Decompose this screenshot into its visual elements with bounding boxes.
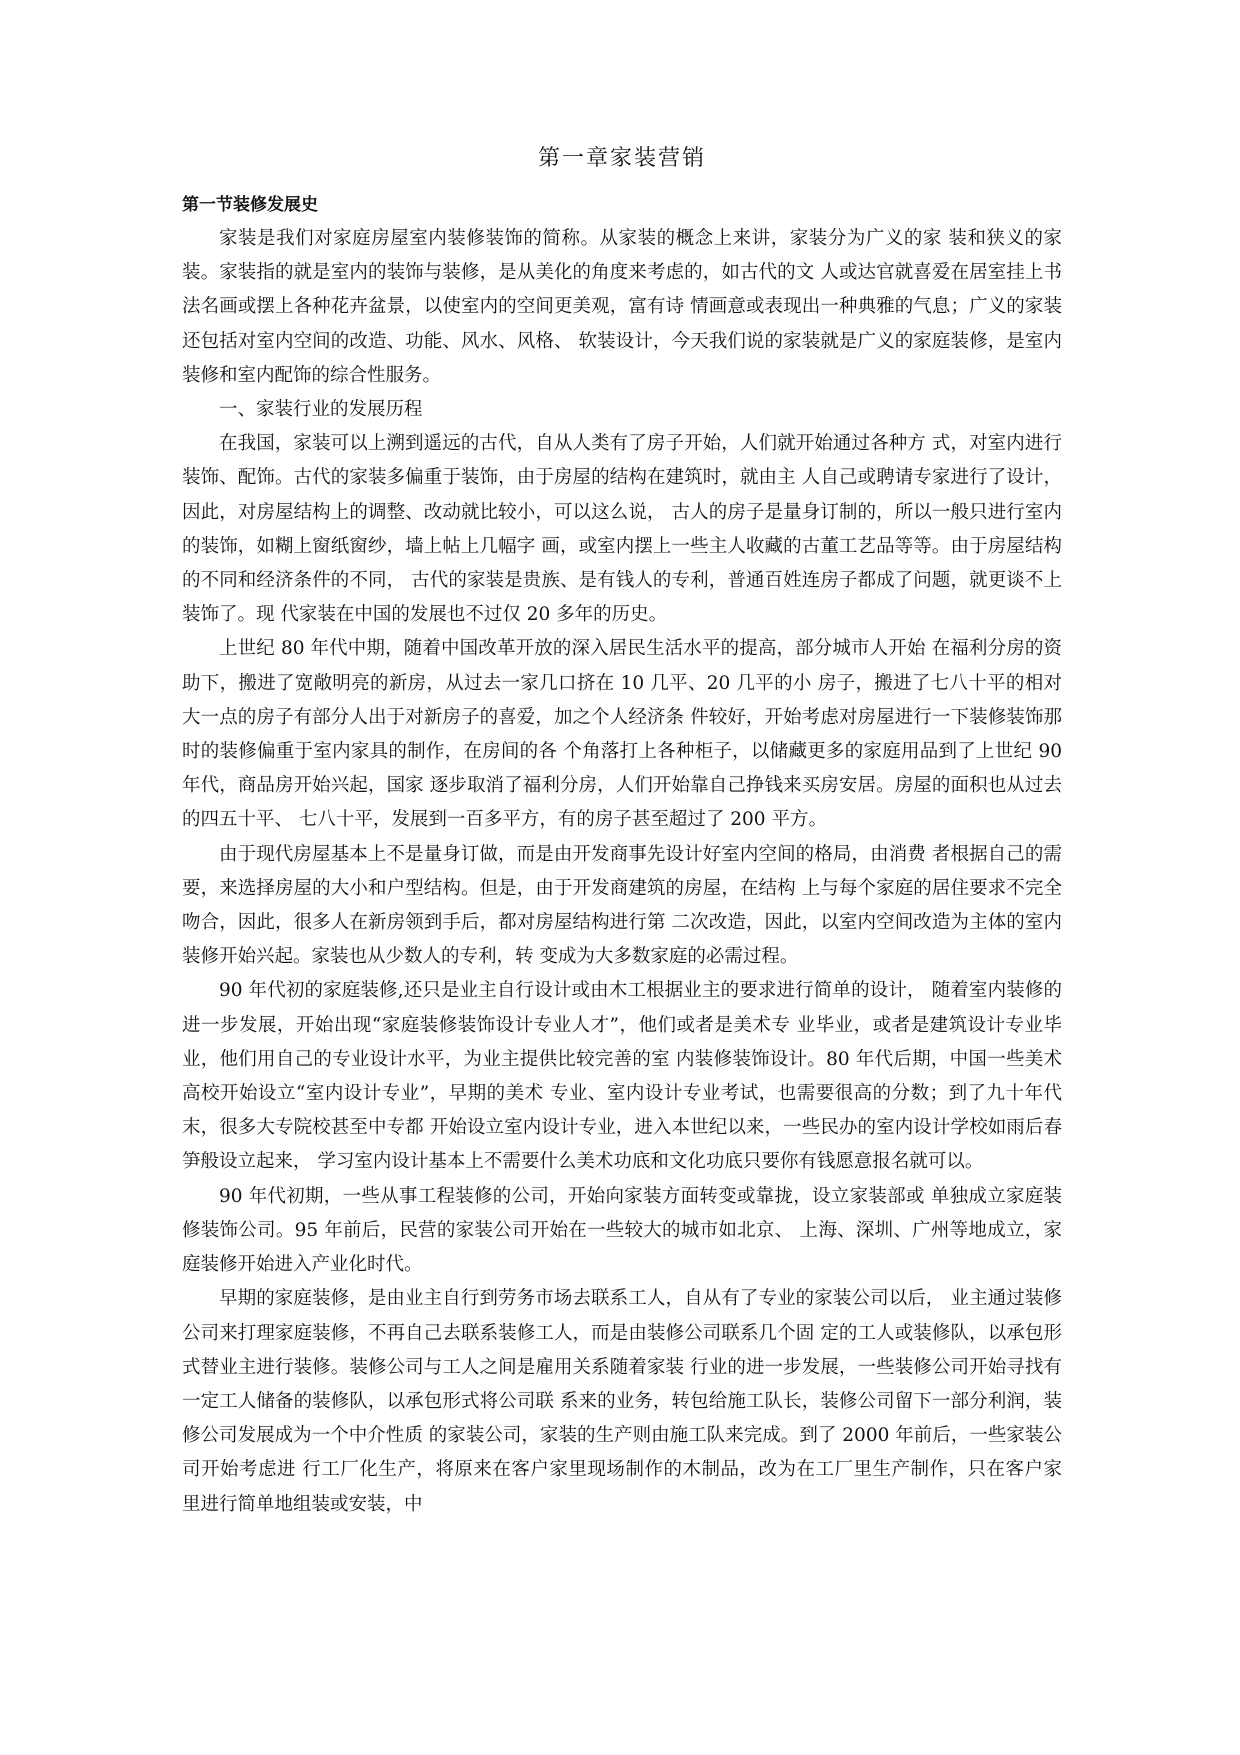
paragraph: 90 年代初的家庭装修,还只是业主自行设计或由木工根据业主的要求进行简单的设计， 随着室内装修的进一步发展，开始出现“家庭装修装饰设计专业人才”，他们或者是美术专 业毕业，或者是建筑设计专业毕业，他们用自己的专业设计水平，为业主提供比较完善的室 内装修装饰设计。80 年代后期，中国一些美术高校开始设立“室内设计专业”，早期的美术 专业、室内设计专业考试，也需要很高的分数；到了九十年代末，很多大专院校甚至中专都 开始设立室内设计专业，进入本世纪以来，一些民办的室内设计学校如雨后春笋般设立起来， 学习室内设计基本上不需要什么美术功底和文化功底只要你有钱愿意报名就可以。 bbox=[182, 980, 1062, 1173]
paragraph: 在我国，家装可以上溯到遥远的古代，自从人类有了房子开始，人们就开始通过各种方 式，对室内进行装饰、配饰。古代的家装多偏重于装饰，由于房屋的结构在建筑时，就由主 人自己或聘请专家进行了设计，因此，对房屋结构上的调整、改动就比较小，可以这么说， 古人的房子是量身订制的，所以一般只进行室内的装饰，如糊上窗纸窗纱，墙上帖上几幅字 画，或室内摆上一些主人收藏的古董工艺品等等。由于房屋结构的不同和经济条件的不同， 古代的家装是贵族、是有钱人的专利，普通百姓连房子都成了问题，就更谈不上装饰了。现 代家装在中国的发展也不过仅 20 多年的历史。 bbox=[182, 433, 1062, 626]
chapter-title: 第一章家装营销 bbox=[537, 146, 706, 171]
paragraph: 早期的家庭装修，是由业主自行到劳务市场去联系工人，自从有了专业的家装公司以后， 业主通过装修公司来打理家庭装修，不再自己去联系装修工人，而是由装修公司联系几个固 定的工人或装修队，以承包形式替业主进行装修。装修公司与工人之间是雇用关系随着家装 行业的进一步发展，一些装修公司开始寻找有一定工人储备的装修队，以承包形式将公司联 系来的业务，转包给施工队长，装修公司留下一部分利润，装修公司发展成为一个中介性质 的家装公司，家装的生产则由施工队来完成。到了 2000 年前后，一些家装公司开始考虑进 行工厂化生产，将原来在客户家里现场制作的木制品，改为在工厂里生产制作，只在客户家 里进行简单地组装或安装，中 bbox=[182, 1288, 1062, 1515]
paragraph: 家装是我们对家庭房屋室内装修装饰的简称。从家装的概念上来讲，家装分为广义的家 装和狭义的家装。家装指的就是室内的装饰与装修，是从美化的角度来考虑的，如古代的文 人或达官就喜爱在居室挂上书法名画或摆上各种花卉盆景，以使室内的空间更美观，富有诗 情画意或表现出一种典雅的气息；广义的家装还包括对室内空间的改造、功能、风水、风格、 软装设计，今天我们说的家装就是广义的家庭装修，是室内装修和室内配饰的综合性服务。 bbox=[182, 228, 1062, 386]
paragraph: 上世纪 80 年代中期，随着中国改革开放的深入居民生活水平的提高，部分城市人开始 在福利分房的资助下，搬进了宽敞明亮的新房，从过去一家几口挤在 10 几平、20 几平的小 房子，搬进了七八十平的相对大一点的房子有部分人出于对新房子的喜爱，加之个人经济条 件较好，开始考虑对房屋进行一下装修装饰那时的装修偏重于室内家具的制作，在房间的各 个角落打上各种柜子，以储藏更多的家庭用品到了上世纪 90 年代，商品房开始兴起，国家 逐步取消了福利分房，人们开始靠自己挣钱来买房安居。房屋的面积也从过去的四五十平、 七八十平，发展到一百多平方，有的房子甚至超过了 200 平方。 bbox=[182, 638, 1062, 831]
document-page bbox=[182, 142, 1062, 1522]
subsection-heading: 一、家装行业的发展历程 bbox=[219, 399, 423, 421]
section-heading: 第一节装修发展史 bbox=[182, 195, 318, 215]
paragraph: 由于现代房屋基本上不是量身订做，而是由开发商事先设计好室内空间的格局，由消费 者根据自己的需要，来选择房屋的大小和户型结构。但是，由于开发商建筑的房屋，在结构 上与每个家庭的居住要求不完全吻合，因此，很多人在新房领到手后，都对房屋结构进行第 二次改造，因此，以室内空间改造为主体的室内装修开始兴起。家装也从少数人的专利，转 变成为大多数家庭的必需过程。 bbox=[182, 843, 1062, 968]
paragraph: 90 年代初期，一些从事工程装修的公司，开始向家装方面转变或靠拢，设立家装部或 单独成立家庭装修装饰公司。95 年前后，民营的家装公司开始在一些较大的城市如北京、 上海、深圳、广州等地成立，家庭装修开始进入产业化时代。 bbox=[182, 1185, 1062, 1276]
